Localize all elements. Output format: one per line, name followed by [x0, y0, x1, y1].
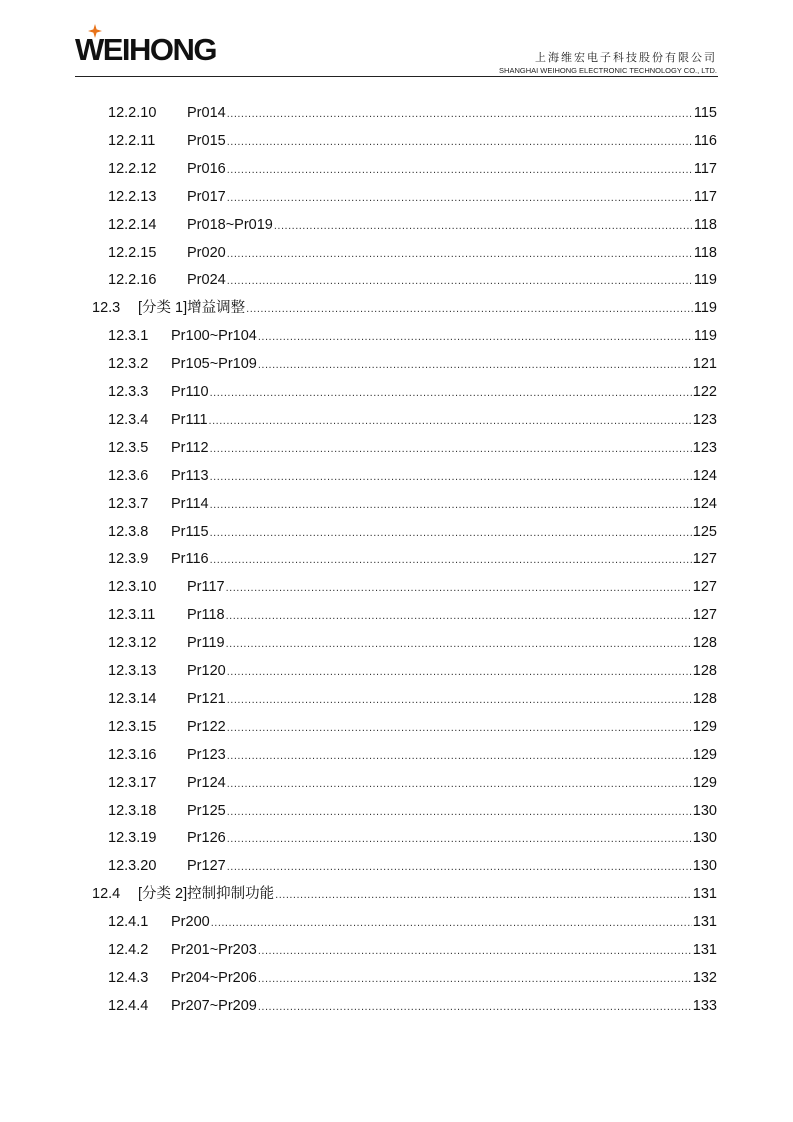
- toc-dot-leader: [210, 522, 692, 544]
- toc-entry-title: Pr118: [187, 607, 225, 624]
- toc-entry-page-number: 122: [692, 384, 717, 400]
- toc-dot-leader: [258, 996, 692, 1018]
- toc-entry-page-number: 129: [692, 774, 717, 791]
- weihong-logo: [75, 32, 216, 68]
- toc-dot-leader: [227, 159, 693, 181]
- toc-entry[interactable]: [108, 800, 717, 822]
- toc-entry-title: Pr200: [171, 914, 210, 931]
- toc-entry-page-number: 117: [693, 160, 717, 177]
- toc-entry[interactable]: [108, 325, 717, 347]
- toc-entry-number: 12.3: [92, 300, 121, 317]
- toc-entry-title: Pr115: [171, 523, 209, 540]
- toc-dot-leader: [210, 549, 692, 571]
- toc-dot-leader: [227, 856, 692, 878]
- toc-entry-number: 12.2.11: [108, 132, 156, 149]
- toc-entry[interactable]: [108, 214, 717, 236]
- toc-dot-leader: [209, 410, 692, 432]
- toc-dot-leader: [274, 215, 693, 237]
- toc-entry[interactable]: [108, 855, 717, 877]
- toc-entry[interactable]: [108, 995, 717, 1017]
- toc-entry[interactable]: [108, 772, 717, 794]
- toc-dot-leader: [210, 382, 692, 404]
- toc-entry[interactable]: [108, 660, 717, 682]
- toc-entry-title: Pr123: [187, 746, 226, 763]
- toc-entry-number: 12.3.7: [108, 495, 149, 512]
- toc-entry-title: Pr100~Pr104: [171, 328, 257, 345]
- toc-dot-leader: [227, 801, 692, 823]
- toc-entry-title: Pr020: [187, 244, 226, 261]
- toc-entry-page-number: 117: [693, 188, 717, 205]
- toc-entry[interactable]: [92, 297, 717, 319]
- toc-entry[interactable]: [108, 548, 717, 570]
- toc-dot-leader: [275, 884, 692, 906]
- toc-entry-page-number: 132: [692, 969, 717, 986]
- logo-text: WEIHONG: [75, 32, 217, 67]
- toc-entry-page-number: 128: [692, 663, 717, 679]
- toc-entry-page-number: 133: [692, 997, 717, 1014]
- toc-entry-number: 12.4.4: [108, 997, 149, 1014]
- toc-entry[interactable]: [108, 521, 717, 543]
- company-name-english: SHANGHAI WEIHONG ELECTRONIC TECHNOLOGY CO., LTD.: [499, 66, 717, 75]
- toc-entry[interactable]: [108, 186, 717, 208]
- toc-entry-number: 12.4: [92, 886, 121, 903]
- toc-entry-page-number: 128: [692, 690, 717, 707]
- toc-entry-number: 12.3.16: [108, 746, 157, 763]
- toc-entry-page-number: 127: [692, 579, 717, 596]
- toc-entry-number: 12.3.15: [108, 718, 157, 735]
- toc-entry[interactable]: [108, 604, 717, 626]
- toc-entry-page-number: 119: [693, 300, 717, 317]
- toc-entry-number: 12.3.9: [108, 551, 149, 568]
- toc-entry-number: 12.2.16: [108, 272, 157, 289]
- toc-entry[interactable]: [108, 353, 717, 375]
- toc-entry-title: Pr014: [187, 105, 226, 121]
- toc-entry-page-number: 131: [692, 942, 717, 958]
- toc-dot-leader: [226, 605, 692, 627]
- toc-entry-number: 12.3.13: [108, 663, 157, 679]
- toc-entry-page-number: 130: [692, 830, 717, 847]
- toc-entry[interactable]: [108, 827, 717, 849]
- toc-entry[interactable]: [108, 744, 717, 766]
- toc-dot-leader: [258, 940, 692, 962]
- toc-entry-number: 12.3.19: [108, 830, 157, 847]
- toc-entry-number: 12.2.14: [108, 216, 157, 233]
- toc-entry-title: Pr017: [187, 188, 226, 205]
- toc-entry-page-number: 130: [692, 858, 717, 875]
- toc-entry-number: 12.3.1: [108, 328, 149, 345]
- toc-entry-page-number: 116: [693, 132, 717, 149]
- toc-entry[interactable]: [108, 437, 717, 459]
- toc-entry[interactable]: [108, 242, 717, 264]
- toc-entry[interactable]: [108, 967, 717, 989]
- toc-entry-page-number: 124: [692, 467, 717, 484]
- toc-entry-page-number: 128: [692, 635, 717, 652]
- toc-entry-number: 12.3.17: [108, 774, 157, 791]
- toc-entry-number: 12.3.6: [108, 467, 149, 484]
- toc-entry-title: Pr201~Pr203: [171, 942, 257, 958]
- toc-entry-title: Pr119: [187, 635, 225, 652]
- toc-entry-number: 12.3.10: [108, 579, 157, 596]
- toc-dot-leader: [226, 577, 692, 599]
- toc-dot-leader: [258, 354, 692, 376]
- toc-entry-title: Pr114: [171, 495, 209, 512]
- toc-dot-leader: [211, 912, 692, 934]
- toc-entry-page-number: 123: [692, 411, 717, 428]
- toc-entry-page-number: 119: [693, 272, 717, 289]
- toc-entry[interactable]: [108, 493, 717, 515]
- toc-entry-title: Pr122: [187, 718, 226, 735]
- toc-dot-leader: [227, 773, 692, 795]
- toc-dot-leader: [227, 103, 693, 125]
- toc-entry-title: [分类 2]控制抑制功能: [138, 886, 275, 903]
- toc-entry-number: 12.3.14: [108, 690, 157, 707]
- toc-entry-title: Pr117: [187, 579, 225, 596]
- toc-entry-title: Pr018~Pr019: [187, 216, 273, 233]
- toc-entry-title: Pr127: [187, 858, 226, 875]
- toc-entry-number: 12.2.10: [108, 105, 157, 121]
- toc-entry-title: Pr105~Pr109: [171, 356, 257, 373]
- company-name-chinese: 上海维宏电子科技股份有限公司: [535, 51, 717, 64]
- toc-entry[interactable]: [108, 716, 717, 738]
- toc-entry[interactable]: [108, 939, 717, 961]
- toc-entry-title: Pr112: [171, 439, 209, 456]
- toc-entry[interactable]: [108, 130, 717, 152]
- toc-entry[interactable]: [108, 576, 717, 598]
- toc-entry[interactable]: [108, 269, 717, 291]
- toc-entry-title: Pr110: [171, 384, 209, 400]
- toc-dot-leader: [227, 828, 692, 850]
- toc-entry-number: 12.4.3: [108, 969, 149, 986]
- toc-dot-leader: [210, 494, 692, 516]
- toc-entry-number: 12.4.1: [108, 914, 149, 931]
- toc-entry-page-number: 121: [692, 356, 717, 373]
- toc-entry-title: Pr126: [187, 830, 226, 847]
- toc-entry-title: Pr120: [187, 663, 226, 679]
- toc-entry-title: Pr116: [171, 551, 209, 568]
- toc-entry-page-number: 119: [693, 328, 717, 345]
- toc-dot-leader: [210, 438, 692, 460]
- toc-entry-page-number: 131: [692, 914, 717, 931]
- toc-entry-title: Pr015: [187, 132, 226, 149]
- toc-entry-title: Pr121: [187, 690, 226, 707]
- toc-entry-page-number: 115: [693, 105, 717, 121]
- toc-entry[interactable]: [108, 409, 717, 431]
- toc-entry-number: 12.3.3: [108, 384, 149, 400]
- toc-entry-page-number: 131: [692, 886, 717, 903]
- toc-entry-page-number: 125: [692, 523, 717, 540]
- toc-entry-title: Pr024: [187, 272, 226, 289]
- toc-entry-number: 12.3.2: [108, 356, 149, 373]
- toc-entry-number: 12.3.4: [108, 411, 149, 428]
- toc-entry[interactable]: [92, 883, 717, 905]
- toc-entry[interactable]: [108, 102, 717, 124]
- toc-dot-leader: [227, 689, 692, 711]
- toc-dot-leader: [227, 187, 693, 209]
- toc-entry[interactable]: [108, 465, 717, 487]
- page-header: [0, 0, 793, 80]
- toc-entry[interactable]: [108, 632, 717, 654]
- toc-entry-title: Pr113: [171, 467, 209, 484]
- toc-dot-leader: [258, 968, 692, 990]
- header-divider: [75, 76, 718, 77]
- toc-entry-number: 12.3.18: [108, 802, 157, 819]
- toc-entry-page-number: 127: [692, 551, 717, 568]
- toc-dot-leader: [227, 745, 692, 767]
- toc-entry-title: [分类 1]增益调整: [138, 300, 246, 317]
- toc-dot-leader: [227, 131, 693, 153]
- toc-entry-title: Pr204~Pr206: [171, 969, 257, 986]
- toc-entry-title: Pr125: [187, 802, 226, 819]
- toc-dot-leader: [227, 243, 693, 265]
- toc-entry-page-number: 127: [692, 607, 717, 624]
- toc-entry-number: 12.3.12: [108, 635, 157, 652]
- toc-dot-leader: [227, 661, 692, 683]
- toc-entry-page-number: 129: [692, 746, 717, 763]
- toc-entry-page-number: 123: [692, 439, 717, 456]
- toc-entry-page-number: 118: [693, 216, 717, 233]
- toc-dot-leader: [258, 326, 693, 348]
- toc-dot-leader: [210, 466, 692, 488]
- toc-entry-number: 12.2.15: [108, 244, 157, 261]
- toc-entry[interactable]: [108, 911, 717, 933]
- toc-entry-number: 12.4.2: [108, 942, 149, 958]
- toc-entry-number: 12.3.8: [108, 523, 149, 540]
- toc-entry-number: 12.2.13: [108, 188, 157, 205]
- toc-dot-leader: [227, 717, 692, 739]
- toc-entry-page-number: 118: [693, 244, 717, 261]
- toc-entry-number: 12.3.11: [108, 607, 156, 624]
- toc-entry-title: Pr207~Pr209: [171, 997, 257, 1014]
- toc-dot-leader: [227, 270, 693, 292]
- toc-dot-leader: [226, 633, 692, 655]
- toc-entry-number: 12.3.5: [108, 439, 149, 456]
- toc-entry-title: Pr016: [187, 160, 226, 177]
- toc-entry[interactable]: [108, 381, 717, 403]
- toc-dot-leader: [246, 298, 693, 320]
- toc-entry-page-number: 129: [692, 718, 717, 735]
- toc-entry-title: Pr111: [171, 411, 208, 428]
- toc-entry-page-number: 130: [692, 802, 717, 819]
- toc-entry-number: 12.3.20: [108, 858, 157, 875]
- toc-entry[interactable]: [108, 688, 717, 710]
- toc-entry-number: 12.2.12: [108, 160, 157, 177]
- toc-entry[interactable]: [108, 158, 717, 180]
- toc-entry-page-number: 124: [692, 495, 717, 512]
- toc-entry-title: Pr124: [187, 774, 226, 791]
